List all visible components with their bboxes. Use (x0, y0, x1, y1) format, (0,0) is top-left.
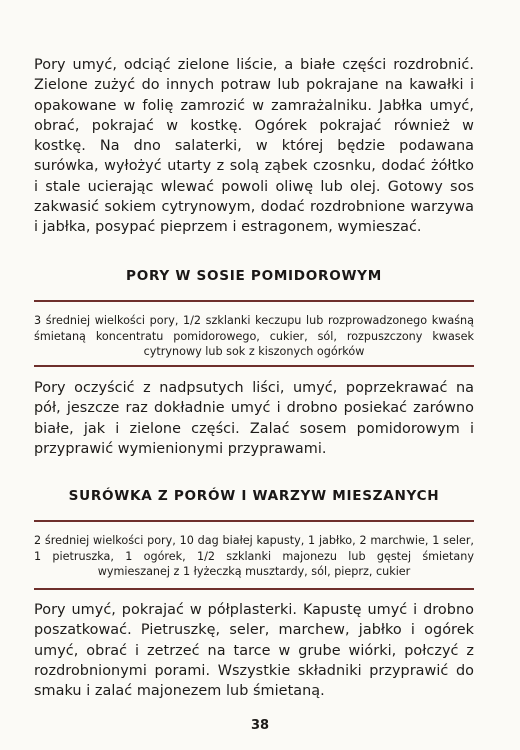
recipe-method: Pory umyć, pokrajać w półplasterki. Kapustę umyć i drobno poszatkować. Pietruszkę, seler, marchew, jabłko i ogórek umyć, obrać i zetrzeć na tarce w grube wiórki, połczyć z rozdrobnionymi porami. Wszystkie składniki przyprawić do smaku i zalać majonezem lub śmietaną. (34, 602, 474, 700)
divider-rule (34, 588, 474, 590)
recipe-title: SURÓWKA Z PORÓW I WARZYW MIESZANYCH (68, 488, 440, 504)
divider-rule (34, 520, 474, 522)
divider-rule (34, 300, 474, 302)
intro-paragraph: Pory umyć, odciąć zielone liście, a białe części rozdrobnić. Zielone zużyć do innych potraw lub pokrajane na kawałki i opakowane w folię zamrozić w zamrażalniku. Jabłka umyć, obrać, pokrajać w kostkę. Ogórek pokrajać również w kostkę. Na dno salaterki, w której będzie podawana surówka, wyłożyć utarty z solą ząbek czosnku, dodać żółtko i stale ucierając wlewać powoli oliwę lub olej. Gotowy sos zakwasić sokiem cytrynowym, dodać rozdrobnione warzywa i jabłka, posypać pieprzem i estragonem, wymieszać. (34, 57, 474, 236)
ingredients-list: 2 średniej wielkości pory, 10 dag białej kapusty, 1 jabłko, 2 marchwie, 1 seler, 1 pietruszka, 1 ogórek, 1/2 szklanki majonezu lub gęstej śmietany wymieszanej z 1 łyżeczką musztardy, sól, pieprz, cukier (34, 534, 474, 579)
recipe-method: Pory oczyścić z nadpsutych liści, umyć, poprzekrawać na pół, jeszcze raz dokładnie umyć i drobno posiekać zarówno białe, jak i zielone części. Zalać sosem pomidorowym i przyprawić wymienionymi przyprawami. (34, 380, 474, 457)
recipe-title: PORY W SOSIE POMIDOROWYM (126, 268, 382, 284)
ingredients-list: 3 średniej wielkości pory, 1/2 szklanki keczupu lub rozprowadzonego kwaśną śmietaną koncentratu pomidorowego, cukier, sól, rozpuszczony kwasek cytrynowy lub sok z kiszonych ogórków (34, 314, 474, 359)
page-number: 38 (250, 718, 270, 733)
divider-rule (34, 365, 474, 367)
